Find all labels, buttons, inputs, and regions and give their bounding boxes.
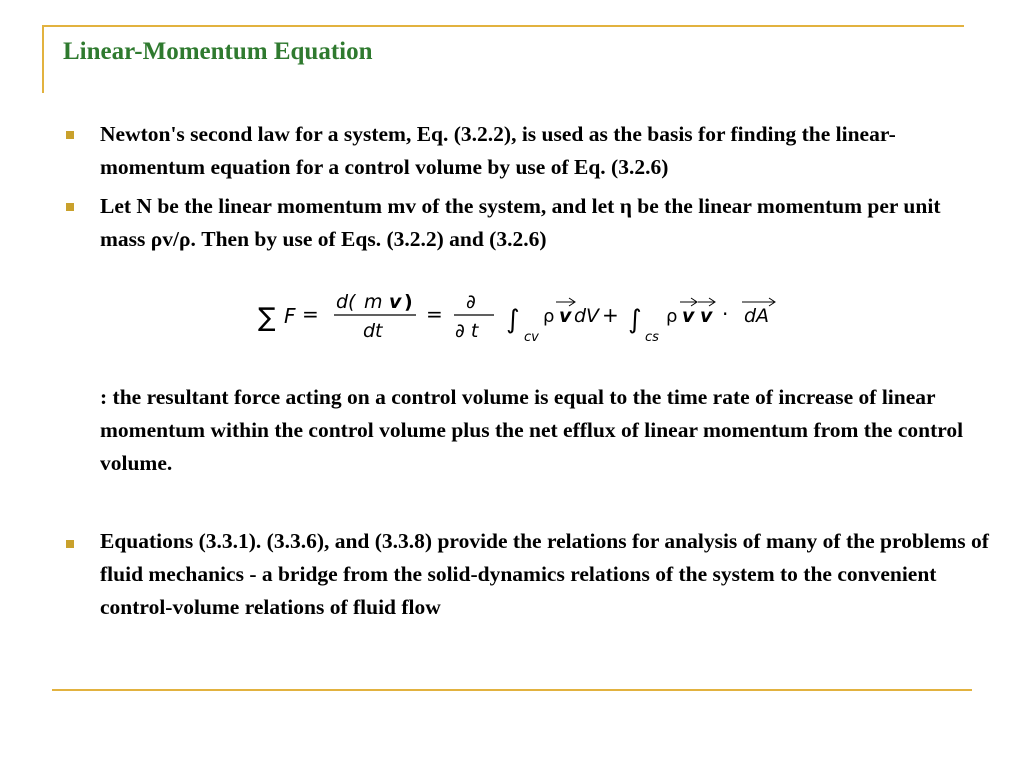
equation-sum-symbol: ∑ <box>258 303 276 333</box>
equation-dV: dV <box>574 305 600 327</box>
bottom-horizontal-rule <box>52 689 972 691</box>
integral-cv: ∫ <box>506 305 520 335</box>
explanation-text: : the resultant force acting on a control volume is equal to the time rate of increase of linear momentum within the control volume plus the net efflux of linear momentum from the control volume. <box>100 385 964 475</box>
subscript-cv: cv <box>524 330 539 345</box>
bullet-text-2: Let N be the linear momentum mv of the system, and let η be the linear momentum per unit mass ρv/ρ. Then by use of Eqs. (3.2.2) and (3.2.6) <box>100 194 941 251</box>
subscript-cs: cs <box>645 330 659 345</box>
equation-partial: ∂ <box>466 291 476 313</box>
equation-v-2: v <box>682 305 695 327</box>
equation-partial-t: ∂ t <box>455 320 479 342</box>
equation-dA: dA <box>744 305 770 327</box>
equation-m: m <box>364 291 383 313</box>
linear-momentum-equation <box>256 288 796 348</box>
equation-dt: dt <box>363 320 383 342</box>
bullet-marker-3 <box>66 540 74 548</box>
equation-rho-1: ρ <box>543 306 555 327</box>
equation-equals-1: = <box>302 302 319 326</box>
equation-rho-2: ρ <box>666 306 678 327</box>
equation-dot: · <box>722 302 729 326</box>
equation-force: F <box>284 304 296 328</box>
top-left-vertical-rule <box>42 25 44 93</box>
bullet-text-1: Newton's second law for a system, Eq. (3.2.2), is used as the basis for finding the linear-momentum equation for a control volume by use of Eq. (3.2.6) <box>100 122 896 179</box>
integral-cs: ∫ <box>628 305 642 335</box>
bullet-marker-1 <box>66 131 74 139</box>
bullet-text-3: Equations (3.3.1). (3.3.6), and (3.3.8) provide the relations for analysis of many of the problems of fluid mechanics - a bridge from the solid-dynamics relations of the system to the convenient control-volume relations of fluid flow <box>100 529 989 619</box>
bullet-marker-2 <box>66 203 74 211</box>
equation-v-bold: v <box>389 291 402 313</box>
top-horizontal-rule <box>42 25 964 27</box>
equation-equals-2: = <box>426 302 443 326</box>
equation-v-1: v <box>559 305 572 327</box>
equation-plus: + <box>602 303 619 327</box>
equation-d-open: d( <box>336 291 356 313</box>
slide-title: Linear-Momentum Equation <box>63 38 373 65</box>
equation-v-3: v <box>700 305 713 327</box>
equation-close-paren: ) <box>404 291 413 313</box>
